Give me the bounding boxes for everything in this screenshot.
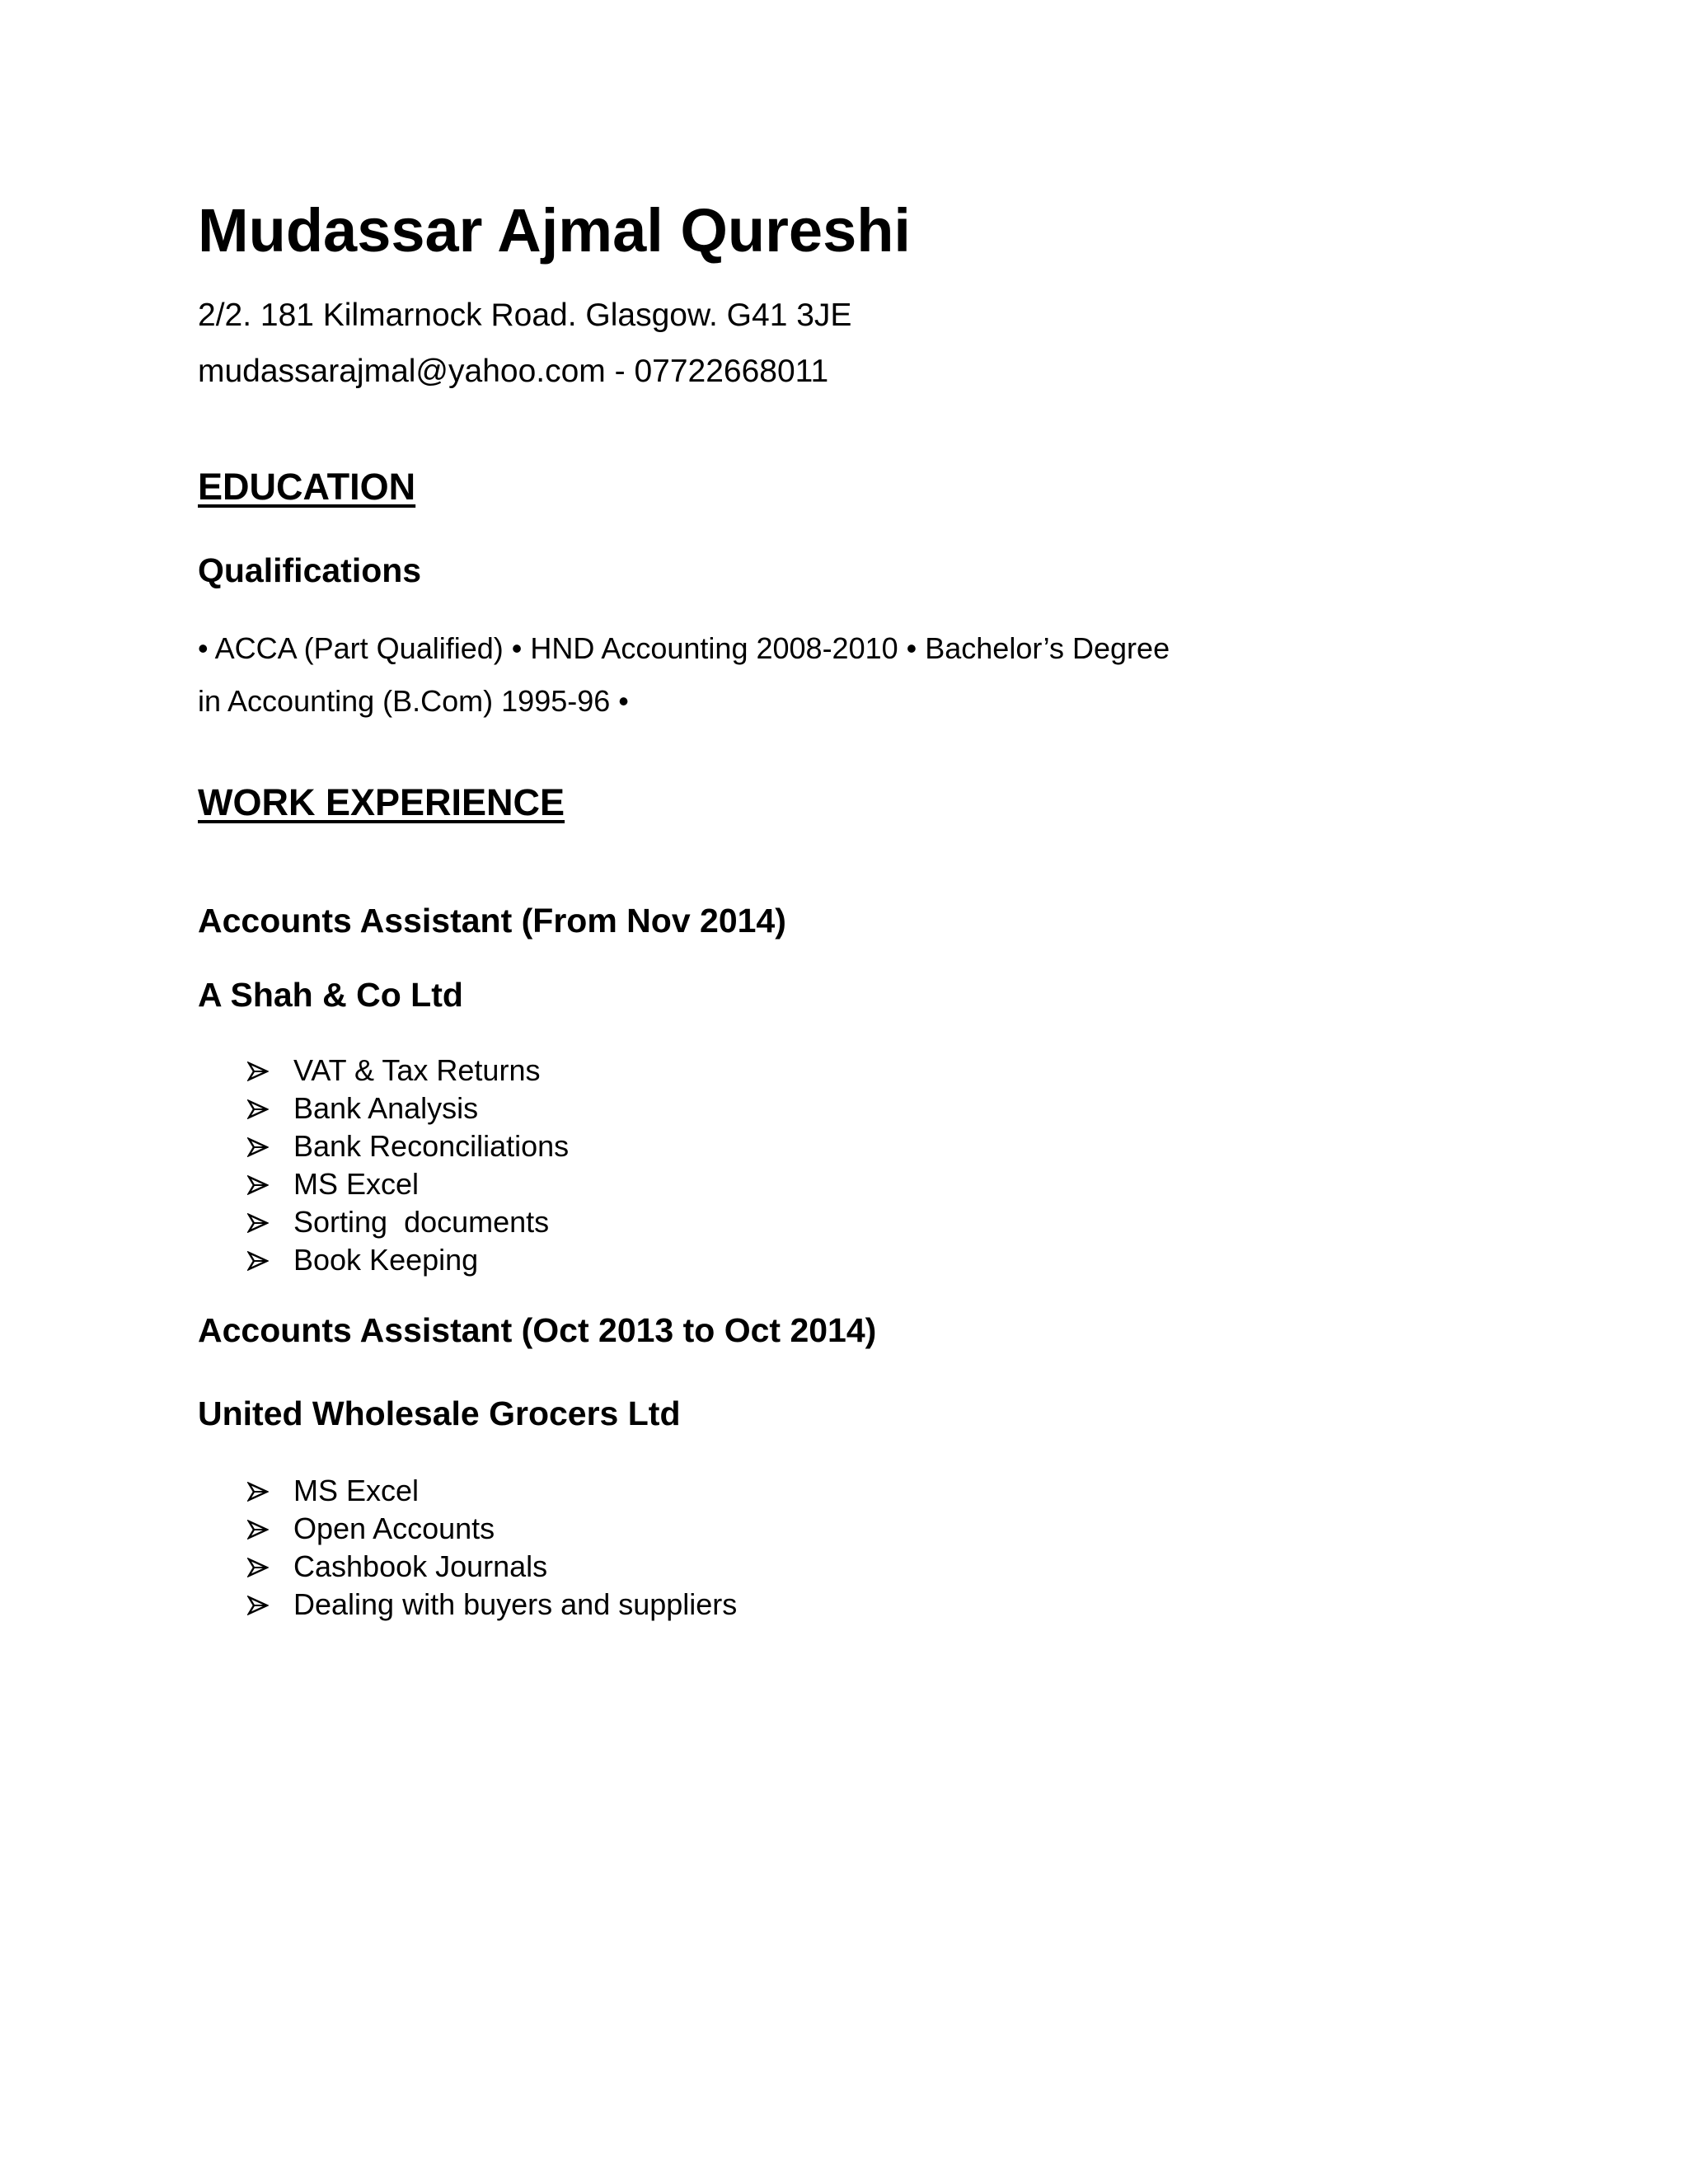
duty-text: Cashbook Journals: [293, 1549, 548, 1583]
job-company-1: A Shah & Co Ltd: [198, 976, 463, 1014]
arrowhead-bullet-icon: [247, 1548, 293, 1586]
list-item: [247, 1586, 737, 1624]
qualifications-line-2: in Accounting (B.Com) 1995-96 •: [198, 684, 629, 718]
list-item: [247, 1548, 737, 1586]
job-company-2: United Wholesale Grocers Ltd: [198, 1394, 681, 1432]
work-experience-heading: WORK EXPERIENCE: [198, 781, 565, 823]
duty-text: MS Excel: [293, 1474, 420, 1507]
job-duties-list-1: [247, 1052, 569, 1279]
duty-text: Bank Analysis: [293, 1091, 479, 1125]
arrowhead-bullet-icon: [247, 1586, 293, 1624]
duty-text: MS Excel: [293, 1167, 420, 1201]
list-item: [247, 1165, 569, 1203]
list-item: [247, 1472, 737, 1510]
list-item: [247, 1241, 569, 1279]
list-item: [247, 1090, 569, 1127]
duty-text: Open Accounts: [293, 1511, 495, 1545]
candidate-name: Mudassar Ajmal Qureshi: [198, 196, 911, 265]
list-item: [247, 1510, 737, 1548]
qualifications-heading: Qualifications: [198, 551, 422, 589]
arrowhead-bullet-icon: [247, 1203, 293, 1241]
job-title-2: Accounts Assistant (Oct 2013 to Oct 2014): [198, 1311, 877, 1349]
list-item: [247, 1203, 569, 1241]
job-duties-list-2: [247, 1472, 737, 1624]
duty-text: Dealing with buyers and suppliers: [293, 1587, 738, 1621]
duty-text: Book Keeping: [293, 1243, 479, 1277]
duty-text: Bank Reconciliations: [293, 1129, 570, 1163]
duty-text: VAT & Tax Returns: [293, 1053, 541, 1087]
education-heading: EDUCATION: [198, 466, 416, 508]
arrowhead-bullet-icon: [247, 1052, 293, 1090]
qualifications-line-1: • ACCA (Part Qualified) • HND Accounting 2008-2010 • Bachelor’s Degree: [198, 631, 1170, 665]
arrowhead-bullet-icon: [247, 1127, 293, 1165]
arrowhead-bullet-icon: [247, 1165, 293, 1203]
arrowhead-bullet-icon: [247, 1090, 293, 1127]
arrowhead-bullet-icon: [247, 1241, 293, 1279]
arrowhead-bullet-icon: [247, 1472, 293, 1510]
email-phone: mudassarajmal@yahoo.com - 07722668011: [198, 354, 829, 389]
arrowhead-bullet-icon: [247, 1510, 293, 1548]
list-item: [247, 1127, 569, 1165]
address: 2/2. 181 Kilmarnock Road. Glasgow. G41 3JE: [198, 298, 852, 333]
list-item: [247, 1052, 569, 1090]
duty-text: Sorting documents: [293, 1205, 550, 1239]
job-title-1: Accounts Assistant (From Nov 2014): [198, 902, 786, 940]
